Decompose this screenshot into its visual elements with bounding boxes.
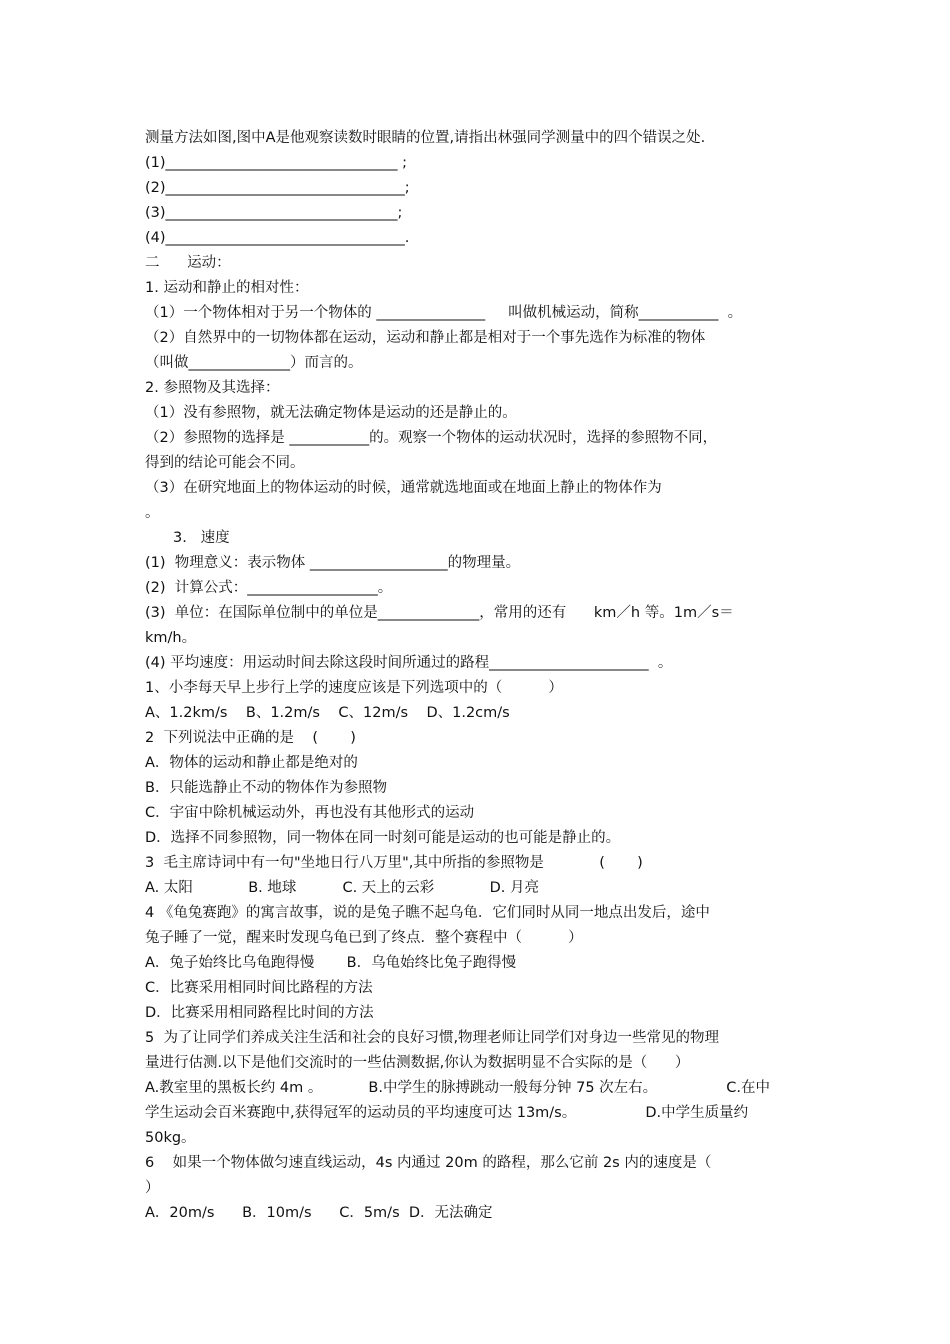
blank-line-1: (1)________________________________ ; [145, 155, 408, 171]
subheading-reference: 2. 参照物及其选择： [145, 380, 280, 396]
text-line: （2）自然界中的一切物体都在运动，运动和静止都是相对于一个事先选作为标准的物体 [145, 330, 706, 346]
question-1-options: A、1.2km/s B、1.2m/s C、12m/s D、1.2cm/s [145, 705, 510, 721]
subheading-speed: 3. 速度 [173, 530, 230, 546]
question-6-options: A．20m/s B．10m/s C．5m/s D．无法确定 [145, 1205, 493, 1221]
question-4-cont: 兔子睡了一觉，醒来时发现乌龟已到了终点．整个赛程中（ ） [145, 930, 583, 946]
text-line: （叫做______________）而言的。 [145, 355, 363, 371]
question-4-option-c: C．比赛采用相同时间比路程的方法 [145, 980, 373, 996]
question-4-options-ab: A．兔子始终比乌龟跑得慢 B．乌龟始终比兔子跑得慢 [145, 955, 517, 971]
question-5-options: A.教室里的黑板长约 4m 。 B.中学生的脉搏跳动一般每分钟 75 次左右。 C.在中 [145, 1080, 771, 1096]
question-2-option-c: C．宇宙中除机械运动外，再也没有其他形式的运动 [145, 805, 475, 821]
text-line: (3) 单位：在国际单位制中的单位是______________，常用的还有 km／h 等。1m／s＝ [145, 605, 734, 621]
text-line: (2) 计算公式：__________________。 [145, 580, 393, 596]
question-5-cont: 量进行估测.以下是他们交流时的一些估测数据,你认为数据明显不合实际的是（ ） [145, 1055, 690, 1071]
text-line: (4) 平均速度：用运动时间去除这段时间所通过的路程______________________ 。 [145, 655, 673, 671]
question-4: 4 《龟兔赛跑》的寓言故事，说的是兔子瞧不起乌龟．它们同时从同一地点出发后，途中 [145, 905, 710, 921]
question-5-options-end: 50kg。 [145, 1130, 196, 1146]
question-5-options-cont: 学生运动会百米赛跑中,获得冠军的运动员的平均速度可达 13m/s。 D.中学生质量约 [145, 1105, 749, 1121]
question-4-option-d: D．比赛采用相同路程比时间的方法 [145, 1005, 374, 1021]
section-heading: 二 运动： [145, 255, 231, 271]
question-3: 3 毛主席诗词中有一句"坐地日行八万里",其中所指的参照物是 ( ) [145, 855, 643, 871]
question-5: 5 为了让同学们养成关注生活和社会的良好习惯,物理老师让同学们对身边一些常见的物理 [145, 1030, 720, 1046]
intro-line: 测量方法如图,图中A是他观察读数时眼睛的位置,请指出林强同学测量中的四个错误之处. [145, 130, 706, 146]
question-6: 6 如果一个物体做匀速直线运动，4s 内通过 20m 的路程，那么它前 2s 内的速度是（ [145, 1155, 712, 1171]
text-line: （1）没有参照物，就无法确定物体是运动的还是静止的。 [145, 405, 517, 421]
question-2: 2 下列说法中正确的是 ( ) [145, 730, 356, 746]
text-line: km/h。 [145, 630, 197, 646]
document-body [145, 126, 811, 1226]
blank-line-3: (3)________________________________; [145, 205, 403, 221]
text-line: 得到的结论可能会不同。 [145, 455, 305, 471]
text-line: （2）参照物的选择是 ___________的。观察一个物体的运动状况时，选择的参照物不同， [145, 430, 718, 446]
question-2-option-b: B．只能选静止不动的物体作为参照物 [145, 780, 387, 796]
text-line: 。 [145, 505, 160, 521]
text-line: (1) 物理意义：表示物体 ___________________的物理量。 [145, 555, 521, 571]
question-3-options: A. 太阳 B. 地球 C. 天上的云彩 D. 月亮 [145, 880, 539, 896]
question-2-option-d: D．选择不同参照物，同一物体在同一时刻可能是运动的也可能是静止的。 [145, 830, 621, 846]
text-line: （1）一个物体相对于另一个物体的 _______________ 叫做机械运动，简称___________ 。 [145, 305, 743, 321]
question-2-option-a: A．物体的运动和静止都是绝对的 [145, 755, 358, 771]
subheading-relativity: 1. 运动和静止的相对性： [145, 280, 309, 296]
blank-line-4: (4)_________________________________. [145, 230, 410, 246]
question-1: 1、小李每天早上步行上学的速度应该是下列选项中的（ ） [145, 680, 563, 696]
text-line: （3）在研究地面上的物体运动的时候，通常就选地面或在地面上静止的物体作为 [145, 480, 662, 496]
question-6-cont: ） [145, 1180, 160, 1196]
blank-line-2: (2)_________________________________; [145, 180, 410, 196]
